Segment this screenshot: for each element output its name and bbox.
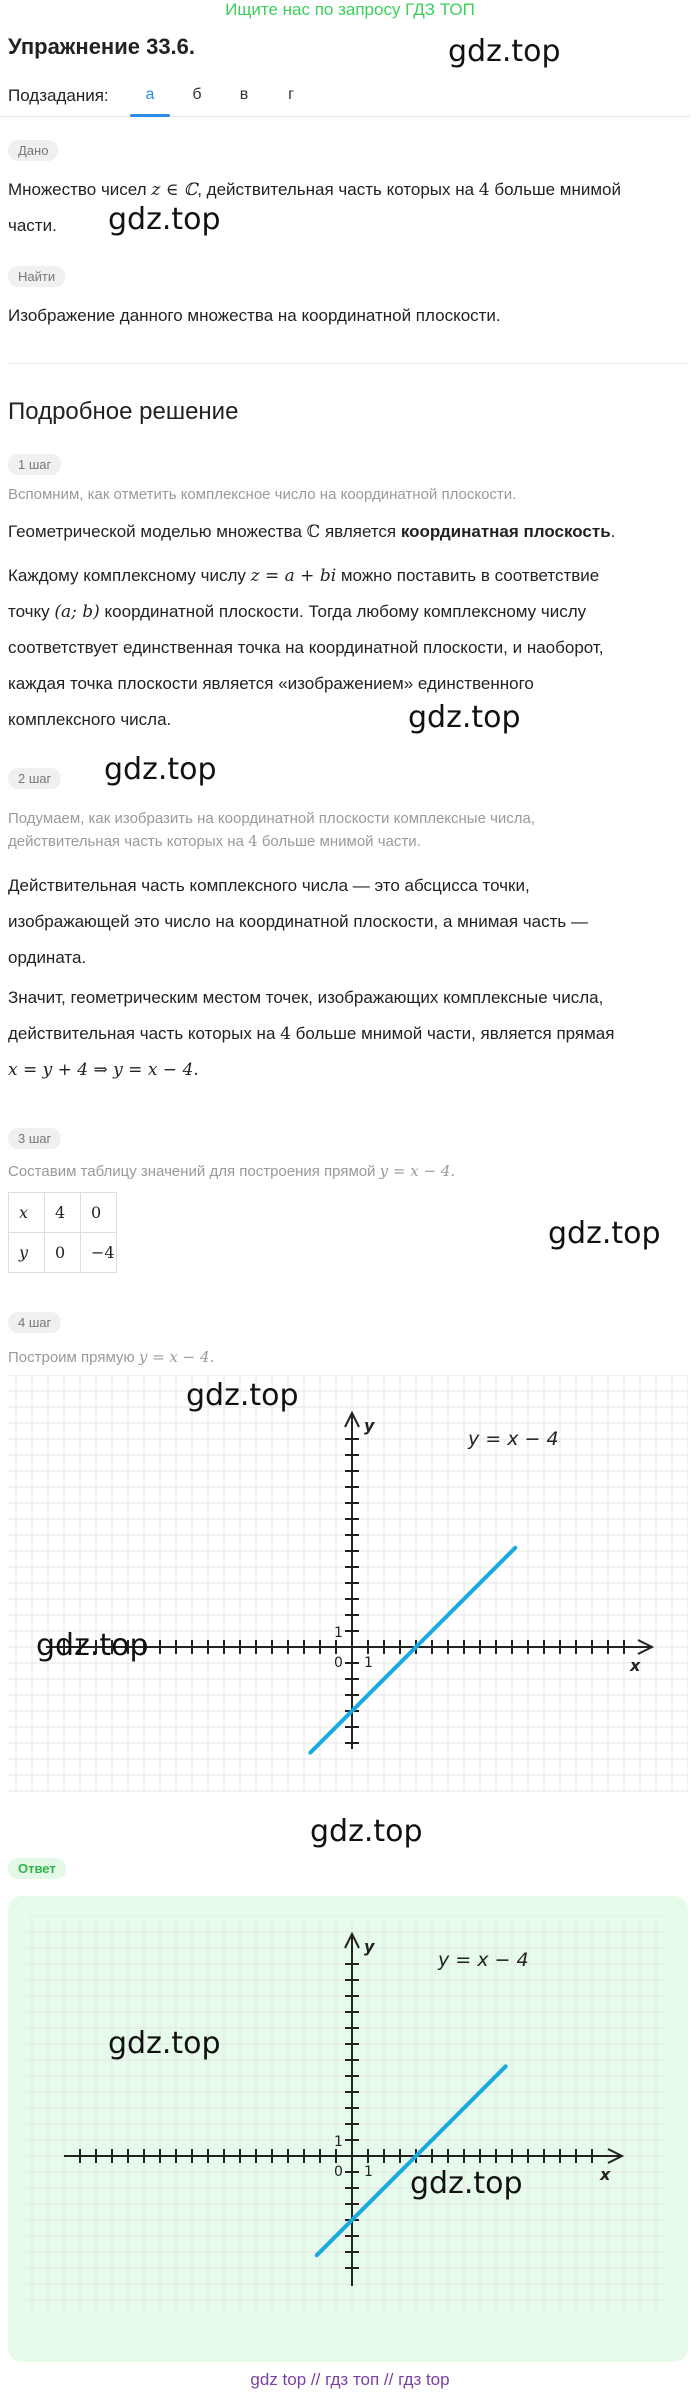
table-row — [9, 1193, 117, 1233]
table-row — [9, 1233, 117, 1273]
function-label: y = x − 4 — [438, 1949, 529, 1971]
top-search-link[interactable]: Ищите нас по запросу ГДЗ ТОП — [225, 0, 475, 19]
table-cell: 0 — [81, 1193, 117, 1233]
step2-chip: 2 шаг — [8, 768, 61, 789]
step3-hint: Составим таблицу значений для построения прямой y = x − 4. — [8, 1162, 456, 1180]
unit-y-label: 1 — [334, 2134, 343, 2150]
watermark: gdz.top — [108, 2026, 221, 2061]
tab-g[interactable]: г — [288, 86, 294, 103]
active-tab-indicator — [130, 114, 170, 117]
watermark: gdz.top — [186, 1378, 299, 1413]
unit-x-label: 1 — [364, 1655, 373, 1671]
watermark: gdz.top — [448, 34, 561, 69]
answer-chip: Ответ — [8, 1858, 66, 1879]
footer-links[interactable]: gdz top // гдз топ // гдз top — [250, 2370, 450, 2389]
watermark: gdz.top — [36, 1628, 149, 1663]
table-cell: −4 — [81, 1233, 117, 1273]
tab-b[interactable]: б — [192, 86, 202, 103]
step1-hint: Вспомним, как отметить комплексное число на координатной плоскости. — [8, 486, 517, 503]
section-divider — [8, 363, 688, 364]
table-cell: 0 — [45, 1233, 81, 1273]
exercise-title: Упражнение 33.6. — [8, 34, 196, 59]
watermark: gdz.top — [548, 1216, 661, 1251]
function-label: y = x − 4 — [468, 1428, 559, 1450]
step1-paragraph1: Геометрической моделью множества ℂ является координатная плоскость. — [8, 522, 616, 542]
watermark: gdz.top — [108, 202, 221, 237]
table-cell: y — [9, 1233, 45, 1273]
coordinate-graph — [8, 1375, 688, 1793]
step2-hint: Подумаем, как изобразить на координатной плоскости комплексные числа, действительная часть которых на 4 больше мнимой части. — [8, 810, 536, 850]
tab-a[interactable]: а — [145, 86, 155, 103]
unit-y-label: 1 — [334, 1625, 343, 1641]
given-text: Множество чисел z ∈ ℂ, действительная часть которых на 4 больше мнимой части. — [8, 180, 621, 235]
given-chip: Дано — [8, 140, 58, 161]
step1-chip: 1 шаг — [8, 454, 61, 475]
answer-graph — [28, 1916, 664, 2312]
step3-chip: 3 шаг — [8, 1128, 61, 1149]
unit-x-label: 1 — [364, 2164, 373, 2180]
x-axis-label: x — [600, 2165, 611, 2184]
step2-paragraph2: Значит, геометрическим местом точек, изображающих комплексные числа, действительная часть которых на 4 больше мнимой части, является прямая x = y + 4 ⇒ y = x − 4. — [8, 988, 615, 1080]
tab-v[interactable]: в — [239, 86, 249, 103]
watermark: gdz.top — [408, 700, 521, 735]
watermark: gdz.top — [310, 1814, 423, 1849]
function-line — [317, 2066, 506, 2255]
origin-label: 0 — [334, 2164, 343, 2180]
step1-paragraph2: Каждому комплексному числу z = a + bi можно поставить в соответствие точку (a; b) координатной плоскости. Тогда любому комплексному числу соответствует единственная точка на координатной плоскости, и наоборот, каждая точка плоскости является «изображением» единственного комплексного числа. — [8, 566, 604, 729]
watermark: gdz.top — [104, 752, 217, 787]
solution-title: Подробное решение — [8, 398, 239, 425]
find-text: Изображение данного множества на координатной плоскости. — [8, 306, 501, 325]
function-line — [310, 1548, 515, 1753]
find-chip: Найти — [8, 266, 65, 287]
subtasks-label: Подзадания: — [8, 86, 109, 105]
watermark: gdz.top — [410, 2166, 523, 2201]
step4-chip: 4 шаг — [8, 1312, 61, 1333]
origin-label: 0 — [334, 1655, 343, 1671]
tabs-divider — [0, 116, 690, 117]
step2-paragraph1: Действительная часть комплексного числа — это абсцисса точки, изображающей это число на координатной плоскости, а мнимая часть — ордината. — [8, 876, 588, 967]
table-cell: x — [9, 1193, 45, 1233]
y-axis-label: y — [364, 1937, 375, 1956]
values-table — [8, 1192, 117, 1273]
x-axis-label: x — [630, 1656, 641, 1675]
y-axis-label: y — [364, 1416, 375, 1435]
table-cell: 4 — [45, 1193, 81, 1233]
step4-hint: Построим прямую y = x − 4. — [8, 1348, 215, 1366]
